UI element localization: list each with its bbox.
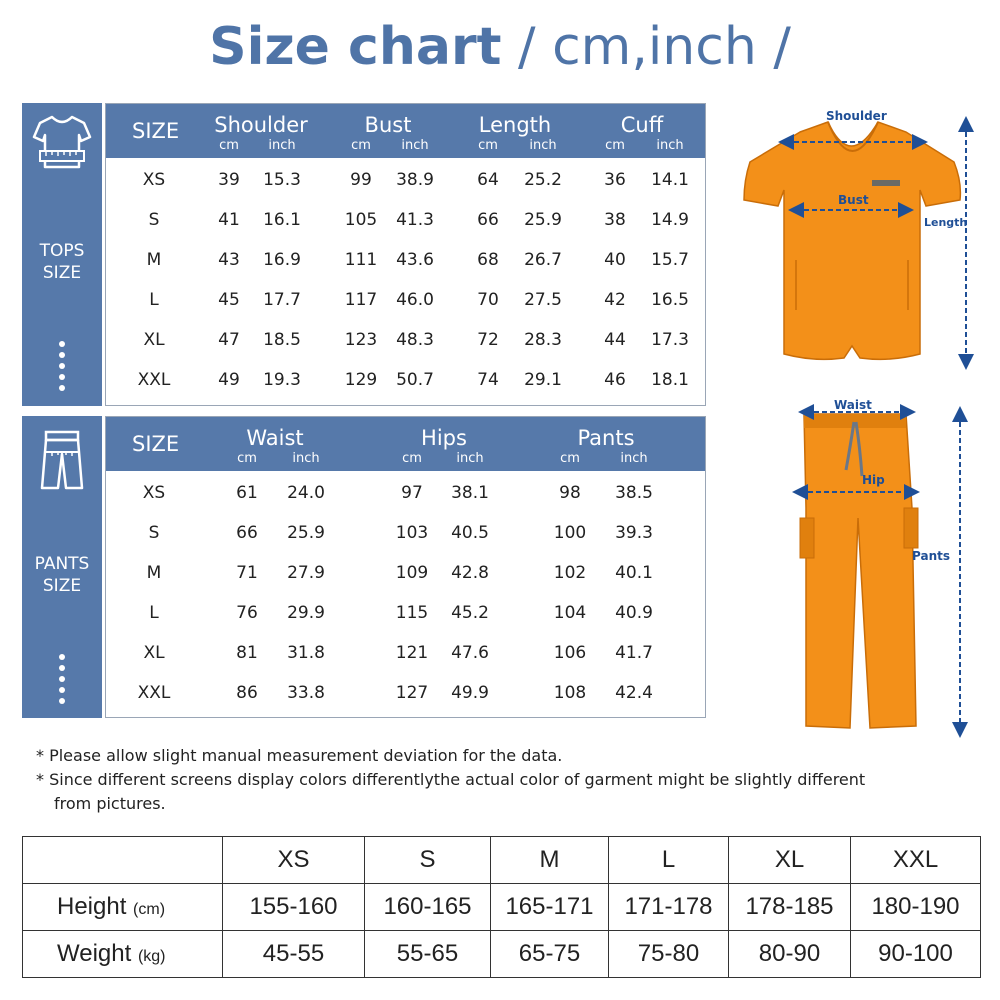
tops-group-header: Shoulder [214, 113, 308, 137]
pants-group-header: Hips [421, 426, 467, 450]
tops-cell: 43.6 [396, 250, 434, 270]
tops-row-size: S [148, 210, 160, 230]
weight-unit: (kg) [137, 948, 166, 965]
pants-dots [59, 654, 65, 709]
hw-weight-cell: 45-55 [223, 931, 365, 978]
pants-icon [30, 428, 94, 492]
tops-group-header: Length [478, 113, 552, 137]
tops-group-header: Bust [364, 113, 412, 137]
hw-height-row [23, 884, 981, 931]
tops-cell: 74 [477, 370, 499, 390]
tops-cell: 26.7 [524, 250, 562, 270]
tops-cell: 129 [344, 370, 378, 390]
weight-label: Weight [57, 940, 132, 967]
tops-cell: 50.7 [396, 370, 434, 390]
pants-cell: 86 [236, 683, 258, 703]
tops-cell: 123 [344, 330, 378, 350]
pants-cell: 24.0 [287, 483, 325, 503]
hw-weight-cell: 80-90 [729, 931, 851, 978]
tops-unit-cm: cm [605, 138, 625, 153]
pants-cell: 71 [236, 563, 258, 583]
tops-cell: 68 [477, 250, 499, 270]
pants-cell: 97 [401, 483, 423, 503]
weight-label-cell [23, 931, 223, 978]
tops-cell: 72 [477, 330, 499, 350]
pants-cell: 98 [559, 483, 581, 503]
pants-cell: 100 [553, 523, 587, 543]
bust-label: Bust [838, 193, 869, 207]
pants-length-label: Pants [912, 549, 950, 563]
pants-cell: 81 [236, 643, 258, 663]
height-label-cell [23, 884, 223, 931]
tops-unit-cm: cm [351, 138, 371, 153]
pants-cell: 40.1 [615, 563, 653, 583]
title-main: Size chart [209, 17, 502, 77]
note-1: * Please allow slight manual measurement deviation for the data. [36, 746, 563, 765]
tops-cell: 39 [218, 170, 240, 190]
hip-label: Hip [862, 473, 885, 487]
hw-weight-cell: 65-75 [491, 931, 609, 978]
pants-cell: 108 [553, 683, 587, 703]
pants-cell: 41.7 [615, 643, 653, 663]
pants-cell: 106 [553, 643, 587, 663]
tops-cell: 19.3 [263, 370, 301, 390]
pants-label-1: PANTS [34, 554, 90, 574]
tops-cell: 41.3 [396, 210, 434, 230]
tops-cell: 111 [344, 250, 378, 270]
hw-size-row [23, 837, 981, 884]
pants-cell: 66 [236, 523, 258, 543]
pants-label-2: SIZE [42, 576, 82, 596]
pants-cell: 49.9 [451, 683, 489, 703]
tops-cell: 38 [604, 210, 626, 230]
tops-cell: 14.9 [651, 210, 689, 230]
note-2: * Since different screens display colors differentlythe actual color of garment might be slightly different [36, 770, 866, 789]
pants-row-size: XL [143, 643, 165, 663]
tops-cell: 17.7 [263, 290, 301, 310]
tops-cell: 17.3 [651, 330, 689, 350]
pants-cell: 39.3 [615, 523, 653, 543]
hw-weight-cell: 90-100 [851, 931, 981, 978]
tops-cell: 25.2 [524, 170, 562, 190]
tops-cell: 15.7 [651, 250, 689, 270]
tops-cell: 16.9 [263, 250, 301, 270]
top-garment-shape [744, 122, 960, 359]
shirt-icon [30, 111, 94, 175]
tops-cell: 70 [477, 290, 499, 310]
hw-size-cell: XXL [851, 837, 981, 884]
pants-unit-inch: inch [456, 451, 484, 466]
waist-label: Waist [834, 398, 872, 412]
pants-row-size: L [149, 603, 159, 623]
tops-unit-cm: cm [478, 138, 498, 153]
tops-row-size: XS [142, 170, 166, 190]
tops-cell: 18.1 [651, 370, 689, 390]
tops-size-table [105, 103, 706, 406]
pants-unit-cm: cm [237, 451, 257, 466]
hw-size-cell: S [365, 837, 491, 884]
pants-unit-cm: cm [402, 451, 422, 466]
pants-cell: 115 [395, 603, 429, 623]
tops-cell: 14.1 [651, 170, 689, 190]
tops-cell: 36 [604, 170, 626, 190]
pants-cell: 27.9 [287, 563, 325, 583]
pants-cell: 109 [395, 563, 429, 583]
pants-size-header: SIZE [132, 432, 180, 456]
tops-row-size: M [146, 250, 162, 270]
pants-row-size: S [148, 523, 160, 543]
tops-cell: 105 [344, 210, 378, 230]
tops-cell: 117 [344, 290, 378, 310]
tops-unit-inch: inch [401, 138, 429, 153]
tops-unit-inch: inch [656, 138, 684, 153]
tops-cell: 46.0 [396, 290, 434, 310]
tops-side-panel [22, 103, 102, 406]
tops-cell: 29.1 [524, 370, 562, 390]
hw-height-cell: 165-171 [491, 884, 609, 931]
tops-row-size: L [149, 290, 159, 310]
hw-size-cell: M [491, 837, 609, 884]
tops-cell: 16.1 [263, 210, 301, 230]
hw-height-cell: 171-178 [609, 884, 729, 931]
height-weight-table [22, 836, 981, 978]
height-label: Height [57, 893, 127, 920]
hw-size-cell: XL [729, 837, 851, 884]
pants-cell: 61 [236, 483, 258, 503]
pants-cell: 102 [553, 563, 587, 583]
hw-height-cell: 180-190 [851, 884, 981, 931]
pants-row-size: M [146, 563, 162, 583]
tops-size-header: SIZE [132, 119, 180, 143]
tops-row-size: XXL [137, 370, 171, 390]
tops-unit-inch: inch [529, 138, 557, 153]
pants-cell: 25.9 [287, 523, 325, 543]
tops-cell: 41 [218, 210, 240, 230]
pants-row-size: XS [142, 483, 166, 503]
tops-cell: 38.9 [396, 170, 434, 190]
pants-cell: 33.8 [287, 683, 325, 703]
tops-cell: 42 [604, 290, 626, 310]
tops-cell: 25.9 [524, 210, 562, 230]
pants-cell: 42.8 [451, 563, 489, 583]
pants-garment-diagram [790, 398, 970, 738]
hw-corner-cell [23, 837, 223, 884]
height-unit: (cm) [133, 901, 166, 918]
title-sub: / cm,inch / [518, 17, 791, 77]
tops-cell: 15.3 [263, 170, 301, 190]
pants-cell: 121 [395, 643, 429, 663]
pants-group-header: Pants [577, 426, 635, 450]
tops-cell: 16.5 [651, 290, 689, 310]
page-title [0, 12, 1000, 82]
pants-cell: 42.4 [615, 683, 653, 703]
tops-label-2: SIZE [42, 263, 82, 283]
hw-height-cell: 155-160 [223, 884, 365, 931]
tops-cell: 99 [350, 170, 372, 190]
pants-cell: 104 [553, 603, 587, 623]
tops-cell: 28.3 [524, 330, 562, 350]
pants-cell: 29.9 [287, 603, 325, 623]
tops-row-size: XL [143, 330, 165, 350]
pants-cell: 103 [395, 523, 429, 543]
tops-label-1: TOPS [39, 241, 85, 261]
length-label: Length [924, 216, 968, 229]
pants-cell: 76 [236, 603, 258, 623]
shoulder-label: Shoulder [826, 109, 887, 123]
hw-weight-row [23, 931, 981, 978]
pants-row-size: XXL [137, 683, 171, 703]
tops-cell: 18.5 [263, 330, 301, 350]
hw-weight-cell: 55-65 [365, 931, 491, 978]
tops-cell: 45 [218, 290, 240, 310]
tops-cell: 49 [218, 370, 240, 390]
tops-cell: 27.5 [524, 290, 562, 310]
pants-cell: 38.5 [615, 483, 653, 503]
tops-table-header [106, 104, 705, 158]
notes [36, 744, 966, 816]
pants-cell: 45.2 [451, 603, 489, 623]
tops-cell: 44 [604, 330, 626, 350]
tops-cell: 47 [218, 330, 240, 350]
pants-cell: 40.5 [451, 523, 489, 543]
pants-group-header: Waist [246, 426, 304, 450]
tops-cell: 46 [604, 370, 626, 390]
pants-cell: 40.9 [615, 603, 653, 623]
tops-cell: 66 [477, 210, 499, 230]
note-3: from pictures. [54, 794, 166, 813]
hw-size-cell: XS [223, 837, 365, 884]
tops-cell: 48.3 [396, 330, 434, 350]
pants-cell: 31.8 [287, 643, 325, 663]
pants-cell: 127 [395, 683, 429, 703]
pants-unit-inch: inch [620, 451, 648, 466]
tops-unit-inch: inch [268, 138, 296, 153]
pants-unit-cm: cm [560, 451, 580, 466]
hw-height-cell: 160-165 [365, 884, 491, 931]
pants-table-header [106, 417, 705, 471]
pants-cell: 47.6 [451, 643, 489, 663]
tops-group-header: Cuff [620, 113, 664, 137]
tops-dots [59, 341, 65, 396]
tops-unit-cm: cm [219, 138, 239, 153]
pants-cell: 38.1 [451, 483, 489, 503]
tops-cell: 64 [477, 170, 499, 190]
hw-size-cell: L [609, 837, 729, 884]
hw-height-cell: 178-185 [729, 884, 851, 931]
top-garment-diagram [740, 100, 980, 370]
pants-unit-inch: inch [292, 451, 320, 466]
tops-cell: 43 [218, 250, 240, 270]
pants-size-table [105, 416, 706, 718]
hw-weight-cell: 75-80 [609, 931, 729, 978]
tops-cell: 40 [604, 250, 626, 270]
pants-side-panel [22, 416, 102, 718]
